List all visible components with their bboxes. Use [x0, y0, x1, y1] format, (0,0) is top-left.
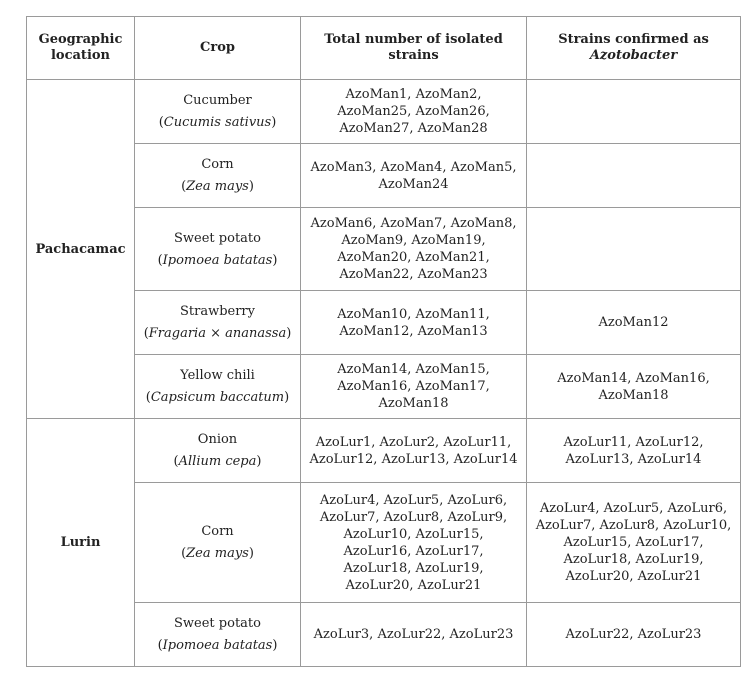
strains-table: [26, 16, 741, 667]
isolated-cell: AzoMan6, AzoMan7, AzoMan8, AzoMan9, AzoMan19, AzoMan20, AzoMan21, AzoMan22, AzoMan23: [301, 208, 527, 291]
crop-cell: Cucumber (Cucumis sativus): [135, 80, 301, 144]
header-crop: Crop: [135, 17, 301, 80]
confirmed-cell: AzoLur4, AzoLur5, AzoLur6, AzoLur7, AzoLur8, AzoLur10, AzoLur15, AzoLur17, AzoLur18, AzoLur19, AzoLur20, AzoLur21: [527, 483, 741, 603]
isolated-cell: AzoMan1, AzoMan2, AzoMan25, AzoMan26, AzoMan27, AzoMan28: [301, 80, 527, 144]
confirmed-cell: [527, 80, 741, 144]
isolated-cell: AzoMan10, AzoMan11, AzoMan12, AzoMan13: [301, 291, 527, 355]
isolated-cell: AzoMan14, AzoMan15, AzoMan16, AzoMan17, AzoMan18: [301, 355, 527, 419]
crop-cell: Corn (Zea mays): [135, 483, 301, 603]
crop-cell: Yellow chili (Capsicum baccatum): [135, 355, 301, 419]
header-total-isolated: Total number of isolated strains: [301, 17, 527, 80]
confirmed-cell: AzoLur22, AzoLur23: [527, 603, 741, 667]
location-cell: Pachacamac: [27, 80, 135, 419]
table-row: [27, 603, 741, 667]
isolated-cell: AzoLur1, AzoLur2, AzoLur11, AzoLur12, AzoLur13, AzoLur14: [301, 419, 527, 483]
header-location: Geographic location: [27, 17, 135, 80]
table-row: [27, 419, 741, 483]
crop-cell: Sweet potato (Ipomoea batatas): [135, 208, 301, 291]
isolated-cell: AzoMan3, AzoMan4, AzoMan5, AzoMan24: [301, 144, 527, 208]
location-cell: Lurin: [27, 419, 135, 667]
header-row: [27, 17, 741, 80]
table-row: [27, 144, 741, 208]
confirmed-cell: [527, 208, 741, 291]
table-row: [27, 483, 741, 603]
table-row: [27, 80, 741, 144]
table-row: [27, 291, 741, 355]
crop-cell: Strawberry (Fragaria × ananassa): [135, 291, 301, 355]
crop-cell: Corn (Zea mays): [135, 144, 301, 208]
confirmed-cell: AzoMan14, AzoMan16, AzoMan18: [527, 355, 741, 419]
crop-cell: Onion (Allium cepa): [135, 419, 301, 483]
crop-cell: Sweet potato (Ipomoea batatas): [135, 603, 301, 667]
isolated-cell: AzoLur4, AzoLur5, AzoLur6, AzoLur7, AzoLur8, AzoLur9, AzoLur10, AzoLur15, AzoLur16, AzoLur17, AzoLur18, AzoLur19, AzoLur20, AzoLur21: [301, 483, 527, 603]
header-confirmed: Strains confirmed as Azotobacter: [527, 17, 741, 80]
table-row: [27, 208, 741, 291]
confirmed-cell: AzoMan12: [527, 291, 741, 355]
confirmed-cell: AzoLur11, AzoLur12, AzoLur13, AzoLur14: [527, 419, 741, 483]
table-row: [27, 355, 741, 419]
confirmed-cell: [527, 144, 741, 208]
isolated-cell: AzoLur3, AzoLur22, AzoLur23: [301, 603, 527, 667]
